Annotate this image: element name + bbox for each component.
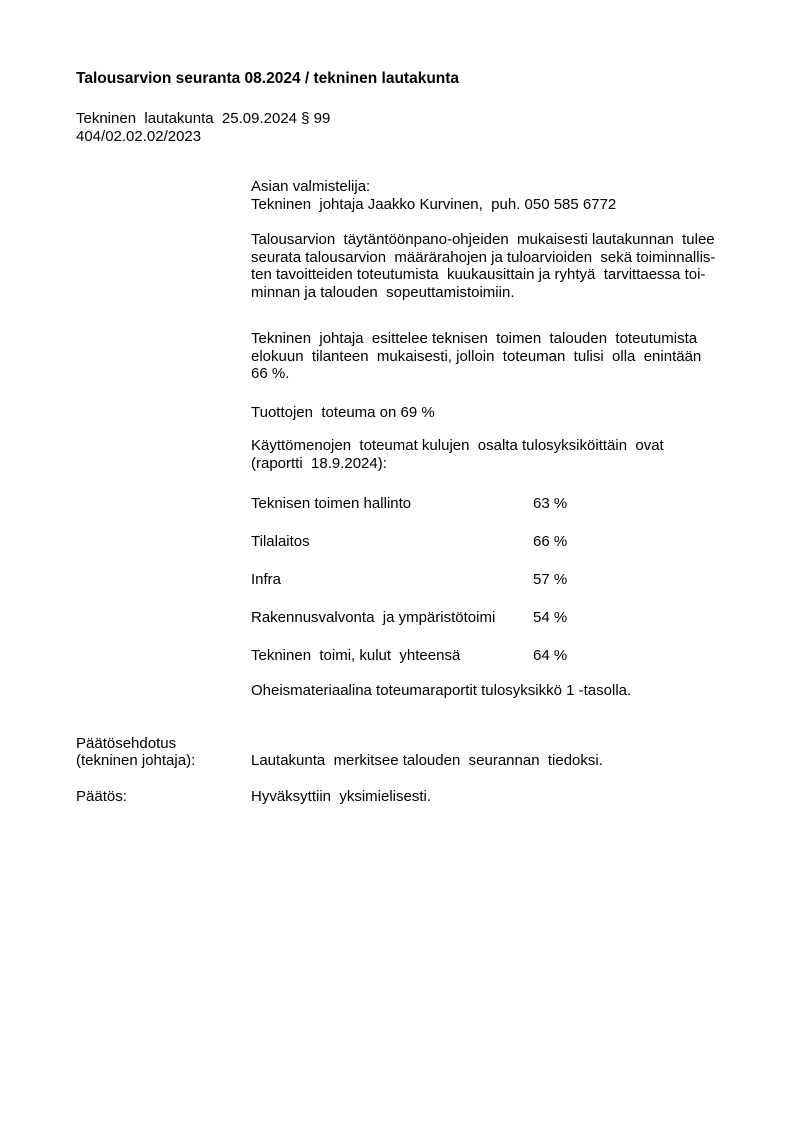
proposal-label-title: Päätösehdotus <box>76 734 177 752</box>
paragraph-line: minnan ja talouden sopeuttamistoimiin. <box>251 283 515 301</box>
table-row <box>251 571 751 589</box>
preparer-heading: Asian valmistelija: <box>251 178 371 195</box>
unit-label: Infra <box>251 571 282 588</box>
preparer-detail: Tekninen johtaja Jaakko Kurvinen, puh. 050 585 6772 <box>251 195 617 213</box>
proposal-row <box>76 735 739 770</box>
paragraph-line: (raportti 18.9.2024): <box>251 454 387 472</box>
paragraph-presentation <box>251 330 751 383</box>
paragraph-line: 66 %. <box>251 365 290 382</box>
decision-text: Hyväksyttiin yksimielisesti. <box>251 787 432 805</box>
paragraph-line: elokuun tilanteen mukaisesti, jolloin toteuman tulisi olla enintään <box>251 347 702 365</box>
decision-row <box>76 788 739 806</box>
unit-value: 63 % <box>533 495 568 512</box>
attachment-note: Oheismateriaalina toteumaraportit tulosyksikkö 1 -tasolla. <box>251 682 632 699</box>
paragraph-line: seurata talousarvion määrärahojen ja tuloarvioiden sekä toiminnallis- <box>251 248 716 266</box>
paragraph-line: Käyttömenojen toteumat kulujen osalta tulosyksiköittäin ovat <box>251 437 664 454</box>
paragraph-line: ten tavoitteiden toteutumista kuukausittain ja ryhtyä tarvittaessa toi- <box>251 266 706 283</box>
expenses-intro <box>251 437 751 472</box>
table-row <box>251 609 751 627</box>
unit-label: Rakennusvalvonta ja ympäristötoimi <box>251 609 496 626</box>
table-row <box>251 495 751 513</box>
unit-value: 57 % <box>533 571 568 588</box>
unit-value: 64 % <box>533 647 568 664</box>
decision-label <box>76 788 251 806</box>
paragraph-budget-instructions <box>251 231 751 301</box>
unit-realization-table <box>251 495 751 665</box>
paragraph-line: Tekninen johtaja esittelee teknisen toimen talouden toteutumista <box>251 330 698 347</box>
proposal-label <box>76 735 251 770</box>
unit-label: Tilalaitos <box>251 533 310 550</box>
decision-label-title: Päätös: <box>76 787 127 805</box>
unit-value: 66 % <box>533 533 568 550</box>
unit-label: Tekninen toimi, kulut yhteensä <box>251 647 461 664</box>
unit-value: 54 % <box>533 609 568 626</box>
document-title: Talousarvion seuranta 08.2024 / tekninen lautakunta <box>76 70 460 87</box>
unit-label: Teknisen toimen hallinto <box>251 495 412 512</box>
revenue-realization-line: Tuottojen toteuma on 69 % <box>251 403 435 421</box>
decision-section <box>76 735 739 806</box>
preparer-block <box>251 178 751 213</box>
proposal-label-role: (tekninen johtaja): <box>76 752 196 769</box>
proposal-text: Lautakunta merkitsee talouden seurannan tiedoksi. <box>251 752 603 769</box>
meeting-info-line: Tekninen lautakunta 25.09.2024 § 99 <box>76 110 331 127</box>
paragraph-line: Talousarvion täytäntöönpano-ohjeiden mukaisesti lautakunnan tulee <box>251 231 715 248</box>
body-content <box>251 178 751 700</box>
table-row <box>251 647 751 665</box>
case-number: 404/02.02.02/2023 <box>76 127 202 145</box>
table-row <box>251 533 751 551</box>
